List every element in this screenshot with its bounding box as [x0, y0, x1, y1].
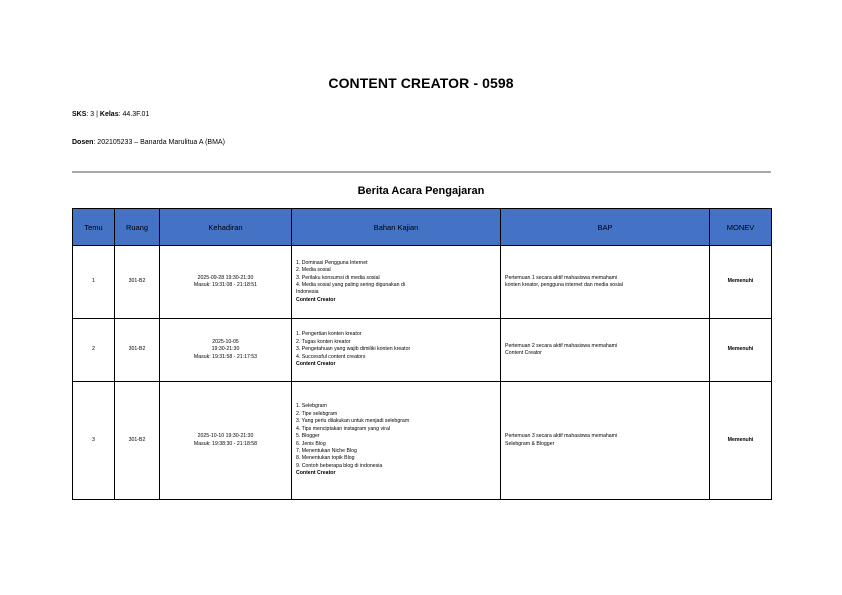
document-title: CONTENT CREATOR - 0598 [328, 75, 514, 91]
header-kehadiran: Kehadiran [160, 209, 292, 246]
kelas-value: : 44.3F.01 [118, 111, 150, 118]
cell-bap [501, 382, 710, 500]
header-bap: BAP [501, 209, 710, 246]
bap-table [72, 208, 772, 500]
bahan-item: 3. Pengetahuan yang wajib dimiliki konten kreator [296, 346, 411, 353]
table-row [73, 319, 772, 382]
kehadiran-line: 2025-09-28 19:30-21:30 [197, 274, 254, 281]
bahan-item: 4. Successful content creators [296, 353, 366, 360]
sks-value: : 3 | [86, 111, 100, 118]
bahan-item: 6. Jenis Blog [296, 440, 326, 447]
bap-line: Selebgram & Blogger [505, 440, 555, 447]
cell-kehadiran [160, 382, 292, 500]
bahan-item: Content Creator [296, 470, 336, 477]
bap-line: konten kreator, pengguna internet dan media sosial [505, 282, 623, 288]
bahan-item: Content Creator [296, 361, 336, 368]
dosen-value: : 202105233 – Banarda Marulitua A (BMA) [93, 139, 225, 146]
cell-ruang: 301-B2 [115, 319, 160, 382]
bahan-item: 4. Media sosial yang paling sering digunakan di [296, 282, 406, 288]
bahan-item: 3. Perilaku konsumsi di media sosial [296, 274, 380, 281]
kehadiran-line: Masuk: 19:31:08 - 21:18:51 [193, 282, 258, 288]
table-row [73, 382, 772, 500]
course-meta [72, 111, 149, 118]
bap-line: Pertemuan 2 secara aktif mahasiswa memahami [505, 342, 618, 349]
cell-bahan-kajian [292, 246, 501, 319]
bahan-item: 1. Dominasi Pengguna Internet [296, 259, 368, 266]
cell-bahan-kajian [292, 319, 501, 382]
cell-ruang: 301-B2 [115, 382, 160, 500]
bahan-item: 2. Tipe selebgram [296, 410, 338, 417]
cell-bap [501, 319, 710, 382]
kehadiran-line: 2025-10-10 19:30-21:30 [197, 433, 254, 440]
cell-monev: Memenuhi [710, 382, 772, 500]
kelas-label: Kelas [99, 111, 119, 118]
sks-label: SKS [72, 111, 87, 118]
section-title: Berita Acara Pengajaran [357, 185, 485, 197]
bahan-item: 7. Menentukan Niche Blog [296, 447, 357, 454]
bahan-item: 9. Contoh beberapa blog di indonesia [296, 462, 383, 469]
bahan-item: 1. Pengertian konten kreator [296, 331, 362, 338]
bahan-item: 3. Yang perlu dilakukan untuk menjadi selebgram [296, 418, 410, 425]
cell-kehadiran [160, 246, 292, 319]
bahan-item: 5. Blogger [296, 433, 320, 440]
bahan-item: Indonesia [296, 289, 319, 296]
bahan-item: Content Creator [296, 296, 336, 303]
header-ruang: Ruang [115, 209, 160, 246]
divider [72, 171, 771, 173]
header-bahan-kajian: Bahan Kajian [292, 209, 501, 246]
bahan-item: 8. Menentukan topik Blog [296, 455, 355, 462]
lecturer-meta [72, 139, 225, 146]
cell-monev: Memenuhi [710, 319, 772, 382]
bap-line: Pertemuan 1 secara aktif mahasiswa memahami [505, 274, 618, 281]
dosen-label: Dosen [72, 139, 94, 146]
cell-monev: Memenuhi [710, 246, 772, 319]
cell-kehadiran [160, 319, 292, 382]
kehadiran-line: 2025-10-05 [212, 338, 239, 345]
header-temu: Temu [73, 209, 115, 246]
bahan-item: 2. Tugas konten kreator [296, 338, 351, 345]
table-row [73, 246, 772, 319]
cell-bahan-kajian [292, 382, 501, 500]
bahan-item: 1. Selebgram [296, 403, 327, 410]
bahan-item: 2. Media sosial [296, 267, 331, 274]
cell-ruang: 301-B2 [115, 246, 160, 319]
bahan-item: 4. Tips menciptakan instagram yang viral [296, 425, 390, 432]
kehadiran-line: Masuk: 19:38:30 - 21:18:58 [193, 440, 258, 447]
header-monev: MONEV [710, 209, 772, 246]
cell-temu: 3 [73, 382, 115, 500]
kehadiran-line: 19:30-21:30 [211, 346, 240, 353]
bap-line: Content Creator [505, 350, 542, 356]
kehadiran-line: Masuk: 19:31:58 - 21:17:53 [193, 353, 258, 360]
cell-temu: 1 [73, 246, 115, 319]
cell-bap [501, 246, 710, 319]
bap-line: Pertemuan 3 secara aktif mahasiswa memahami [505, 433, 618, 440]
cell-temu: 2 [73, 319, 115, 382]
table-header-row [73, 209, 772, 246]
